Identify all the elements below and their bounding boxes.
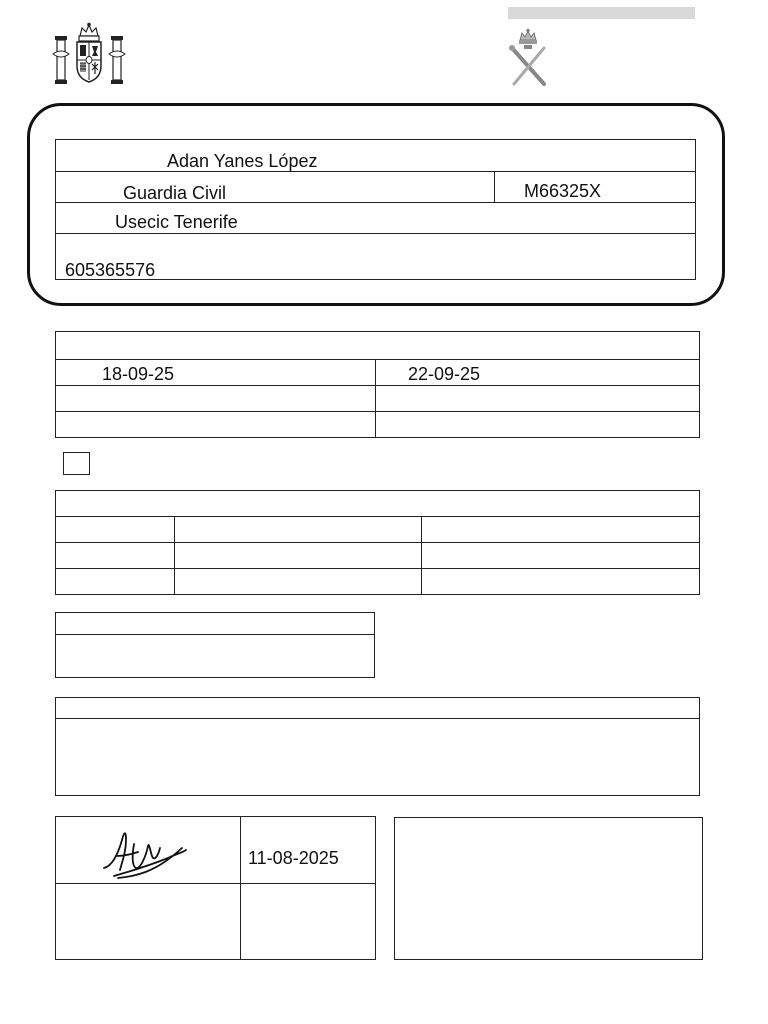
option-checkbox[interactable] xyxy=(63,452,90,475)
observations-field[interactable] xyxy=(56,719,699,795)
signature-date-field[interactable]: 11-08-2025 xyxy=(248,848,339,868)
empty-field[interactable] xyxy=(56,884,239,959)
empty-field[interactable] xyxy=(56,412,374,436)
empty-field[interactable] xyxy=(376,412,698,436)
table-divider xyxy=(55,233,696,234)
table-divider xyxy=(174,516,175,595)
corps-field[interactable]: Guardia Civil xyxy=(123,183,227,203)
handwritten-signature-icon xyxy=(98,826,190,884)
table-divider xyxy=(55,516,700,517)
personal-data-table xyxy=(55,139,696,280)
guardia-civil-emblem-icon xyxy=(504,28,552,88)
unit-field[interactable]: Usecic Tenerife xyxy=(115,212,238,232)
stamp-box[interactable] xyxy=(394,817,703,960)
full-name-field[interactable]: Adan Yanes López xyxy=(167,151,318,171)
table-divider xyxy=(421,516,422,595)
empty-field[interactable] xyxy=(241,884,375,959)
top-grey-bar xyxy=(508,7,695,19)
table-divider xyxy=(55,568,700,569)
table-divider xyxy=(55,359,700,360)
spain-coat-of-arms-icon xyxy=(52,22,126,86)
table-divider xyxy=(55,171,696,172)
table-divider xyxy=(55,542,700,543)
empty-field[interactable] xyxy=(56,635,374,677)
empty-field[interactable] xyxy=(376,386,698,410)
end-date-field[interactable]: 22-09-25 xyxy=(408,364,481,384)
table-divider xyxy=(494,171,495,202)
start-date-field[interactable]: 18-09-25 xyxy=(102,364,175,384)
empty-field[interactable] xyxy=(56,386,374,410)
id-code-field[interactable]: M66325X xyxy=(524,181,602,201)
phone-field[interactable]: 605365576 xyxy=(65,260,156,280)
